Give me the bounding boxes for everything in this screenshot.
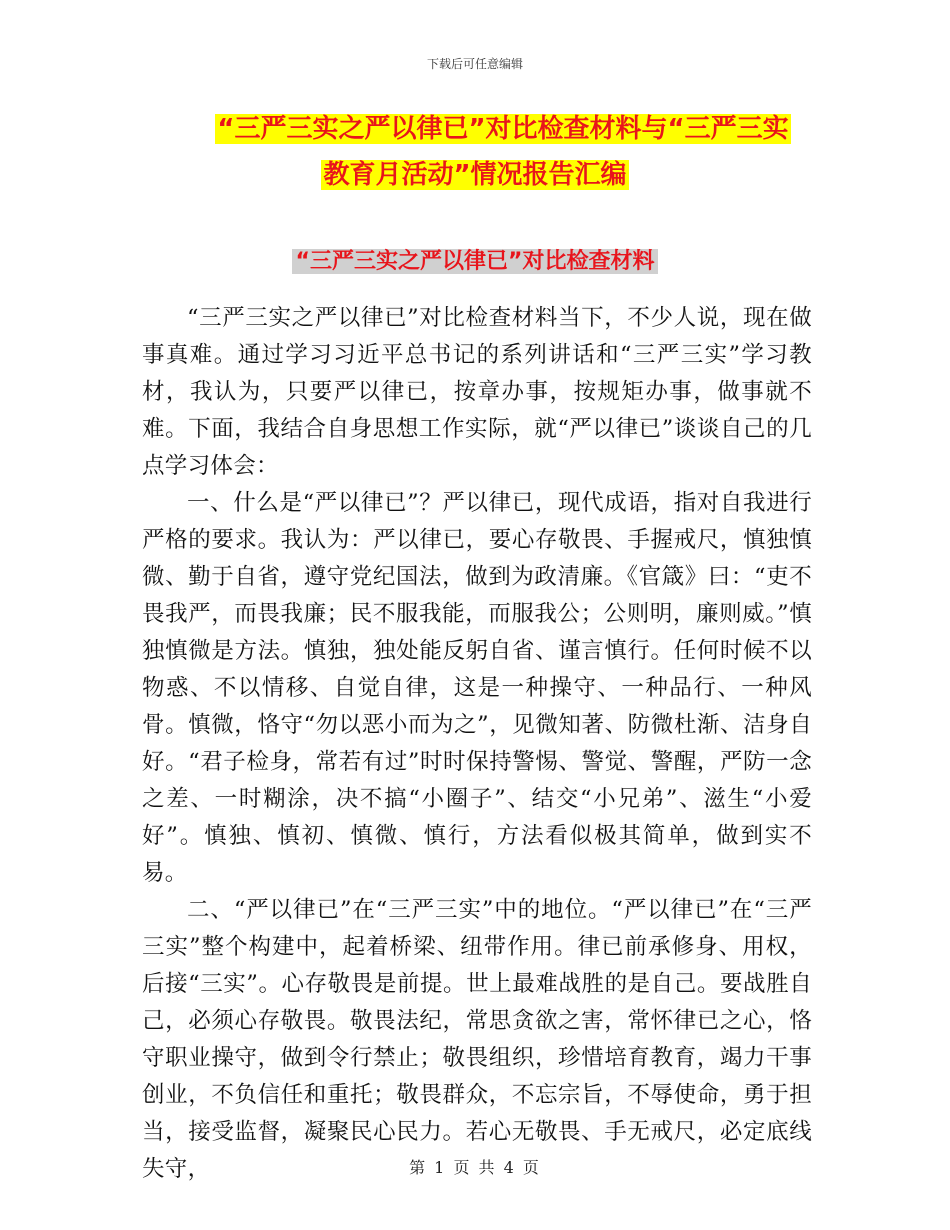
section-title-text: “三严三实之严以律已”对比检查材料 bbox=[292, 249, 659, 274]
title-line-2-text: 教育月活动”情况报告汇编 bbox=[323, 160, 627, 190]
document-body bbox=[142, 300, 812, 1188]
header-note: 下载后可任意编辑 bbox=[426, 57, 523, 71]
page-footer: 第 1 页 共 4 页 bbox=[409, 1158, 541, 1177]
title-line-1-text: “三严三实之严以律已”对比检查材料与“三严三实 bbox=[217, 114, 789, 144]
paragraph-point-2: 二、“严以律已”在“三严三实”中的地位。“严以律已”在“三严三实”整个构建中，起着桥梁、纽带作用。律已前承修身、用权，后接“三实”。心存敬畏是前提。世上最难战胜的是自己。要战胜自己，必须心存敬畏。敬畏法纪，常思贪欲之害，常怀律已之心，恪守职业操守，做到令行禁止；敬畏组织，珍惜培育教育，竭力干事创业，不负信任和重托；敬畏群众，不忘宗旨，不辱使命，勇于担当，接受监督，凝聚民心民力。若心无敬畏、手无戒尺，必定底线失守， bbox=[142, 897, 812, 1182]
paragraph-point-1: 一、什么是“严以律已”？严以律已，现代成语，指对自我进行严格的要求。我认为：严以律已，要心存敬畏、手握戒尺，慎独慎微、勤于自省，遵守党纪国法，做到为政清廉。《官箴》曰：“吏不畏我严，而畏我廉；民不服我能，而服我公；公则明，廉则威。”慎独慎微是方法。慎独，独处能反躬自省、谨言慎行。任何时候不以物惑、不以情移、自觉自律，这是一种操守、一种品行、一种风骨。慎微，恪守“勿以恶小而为之”，见微知著、防微杜渐、洁身自好。“君子检身，常若有过”时时保持警惕、警觉、警醒，严防一念之差、一时糊涂，决不搞“小圈子”、结交“小兄弟”、滋生“小爱好”。慎独、慎初、慎微、慎行，方法看似极其简单，做到实不易。 bbox=[142, 490, 812, 886]
section-title bbox=[0, 246, 950, 278]
document-title-line-2 bbox=[0, 156, 950, 194]
document-title-line-1 bbox=[28, 110, 950, 148]
paragraph-intro: “三严三实之严以律已”对比检查材料当下，不少人说，现在做事真难。通过学习习近平总书记的系列讲话和“三严三实”学习教材，我认为，只要严以律已，按章办事，按规矩办事，做事就不难。下面，我结合自身思想工作实际，就“严以律已”谈谈自己的几点学习体会： bbox=[142, 305, 812, 479]
